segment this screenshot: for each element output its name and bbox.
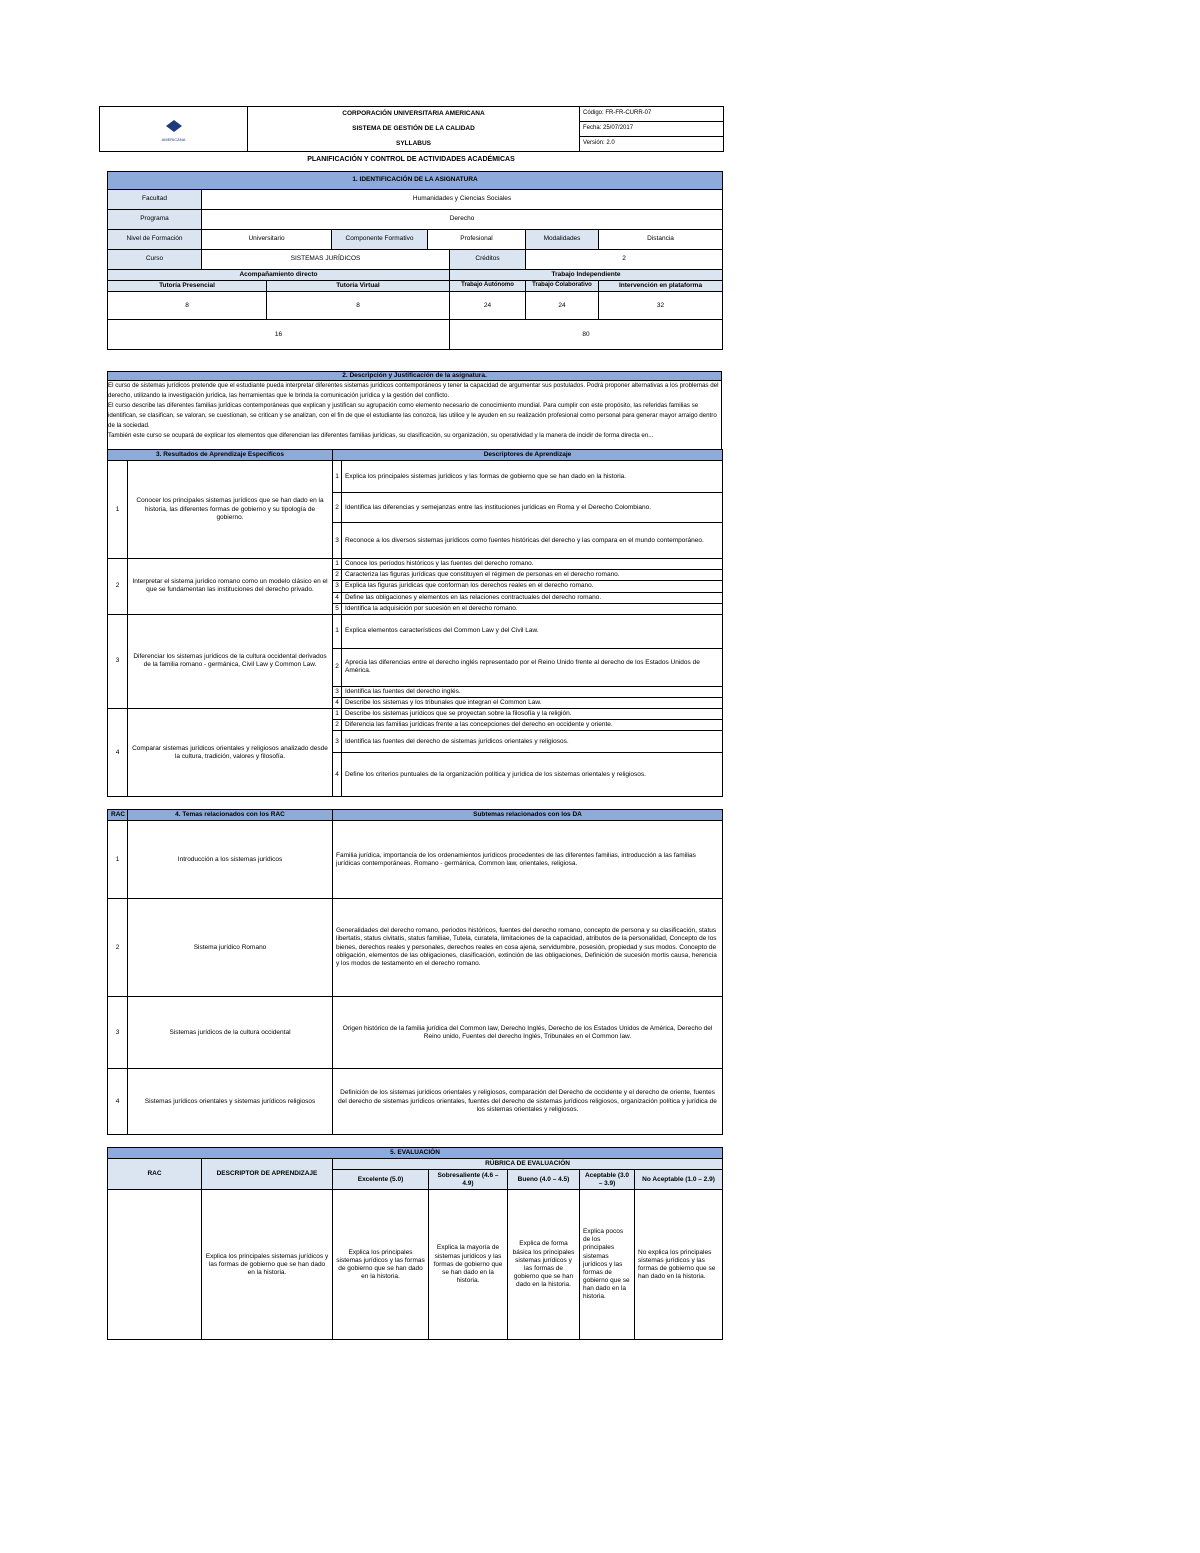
hours-header-5: Intervención en plataforma	[599, 281, 723, 292]
descriptor-item: Aprecia las diferencias entre el derecho inglés representado por el Reino Unido frente al derecho de los Estados Unidos de América.	[342, 648, 723, 686]
hours-header-1: Tutoría Presencial	[108, 281, 267, 292]
topic-name: Introducción a los sistemas jurídicos	[128, 821, 333, 899]
topic-name: Sistemas jurídicos orientales y sistemas jurídicos religiosos	[128, 1069, 333, 1135]
direct-label: Acompañamiento directo	[108, 270, 450, 281]
section-1-title: 1. IDENTIFICACIÓN DE LA ASIGNATURA	[108, 172, 723, 190]
hours-total-direct: 16	[108, 320, 450, 350]
rap-number: 4	[108, 709, 128, 797]
hours-header-4: Trabajo Colaborativo	[526, 281, 599, 292]
independent-label: Trabajo Independiente	[450, 270, 723, 281]
course-label: Curso	[108, 250, 202, 270]
descriptor-item: Describe los sistemas y los tribunales que integran el Common Law.	[342, 697, 723, 708]
modality-value: Distancia	[599, 230, 723, 250]
document-header	[99, 106, 724, 152]
component-value: Profesional	[428, 230, 526, 250]
eval-rac-cell	[108, 1190, 202, 1340]
section-3-title: 3. Resultados de Aprendizaje Específicos	[108, 450, 333, 461]
hours-value-4: 24	[526, 292, 599, 320]
identification-table	[107, 171, 723, 350]
modality-label: Modalidades	[526, 230, 599, 250]
topic-number: 3	[108, 997, 128, 1069]
descriptor-item: Caracteriza las figuras jurídicas que constituyen el régimen de personas en el derecho romano.	[342, 570, 723, 581]
page-subtitle: PLANIFICACIÓN Y CONTROL DE ACTIVIDADES ACADÉMICAS	[307, 156, 515, 163]
rap-number: 1	[108, 461, 128, 559]
subtopic-text: Origen histórico de la familia jurídica del Common law, Derecho Inglés, Derecho de los Estados Unidos de América, Derecho del Reino unido, Fuentes del derecho Inglés, Tribunales en el Common law.	[333, 997, 723, 1069]
subtopic-text: Definición de los sistemas jurídicos orientales y religiosos, comparación del Derecho de occidente y el derecho de oriente, fuentes del derecho de sistemas jurídicos orientales, fuentes del derecho de sistemas jurídicos religiosos, organización política y jurídica de los sistemas orientales y religiosos.	[333, 1069, 723, 1135]
program-label: Programa	[108, 210, 202, 230]
topic-number: 4	[108, 1069, 128, 1135]
subtopic-text: Familia jurídica, importancia de los ordenamientos jurídicos procedentes de las diferentes familias, introducción a las familias jurídicas contemporáneas. Romano - germánica, Common law, orientales, religiosa.	[333, 821, 723, 899]
hours-header-2: Tutoría Virtual	[267, 281, 450, 292]
descriptor-item: Identifica la adquisición por sucesión en el derecho romano.	[342, 603, 723, 614]
descriptor-item: Identifica las fuentes del derecho de sistemas jurídicos orientales y religiosos.	[342, 731, 723, 753]
americana-logo: AMERICANA	[154, 118, 194, 140]
section-5-title: 5. EVALUACIÓN	[108, 1148, 723, 1159]
rubric-header: RÚBRICA DE EVALUACIÓN	[333, 1159, 723, 1170]
rac-header: RAC	[108, 810, 128, 821]
level-bueno: Bueno (4.0 – 4.5)	[508, 1170, 580, 1190]
level-no-aceptable: No Aceptable (1.0 – 2.9)	[635, 1170, 723, 1190]
rap-text: Conocer los principales sistemas jurídicos que se han dado en la historia, las diferentes formas de gobierno y su tipología de gobierno.	[128, 461, 333, 559]
rap-text: Interpretar el sistema jurídico romano como un modelo clásico en el que se fundamentan las instituciones del derecho privado.	[128, 559, 333, 615]
eval-rac-header: RAC	[108, 1159, 202, 1190]
doc-type: SYLLABUS	[248, 137, 580, 152]
org-name: CORPORACIÓN UNIVERSITARIA AMERICANA	[248, 107, 580, 122]
section-2-title: 2. Descripción y Justificación de la asignatura.	[107, 371, 722, 381]
level-value: Universitario	[202, 230, 332, 250]
description-paragraph-1: El curso de sistemas jurídicos pretende que el estudiante pueda interpretar diferentes sistemas jurídicos contemporáneos y tener la capacidad de argumentar sus postulados. Podrá proponer alternativas a los problemas del derecho, utilizando la investigación jurídica, las herramientas que le brinda la comunicación jurídica y la gestión del conflicto.	[108, 382, 719, 399]
credits-value: 2	[526, 250, 723, 270]
descriptor-item: Explica elementos característicos del Common Law y del Civil Law.	[342, 614, 723, 648]
rubric-cell-sobresaliente: Explica la mayoría de sistemas jurídicos y las formas de gobierno que se han dado en la historia.	[429, 1190, 508, 1340]
section-4-title: 4. Temas relacionados con los RAC	[128, 810, 333, 821]
rubric-cell-bueno: Explica de forma básica los principales sistemas jurídicos y las formas de gobierno que se han dado en la historia.	[508, 1190, 580, 1340]
descriptors-title: Descriptores de Aprendizaje	[333, 450, 723, 461]
program-value: Derecho	[202, 210, 723, 230]
descriptor-item: Describe los sistemas jurídicos que se proyectan sobre la filosofía y la religión.	[342, 709, 723, 720]
descriptor-item: Define las obligaciones y elementos en las relaciones contractuales del derecho romano.	[342, 592, 723, 603]
topic-name: Sistema jurídico Romano	[128, 899, 333, 997]
hours-total-independent: 80	[450, 320, 723, 350]
hours-header-3: Trabajo Autónomo	[450, 281, 526, 292]
description-paragraph-3: También este curso se ocupará de explicar los elementos que diferencian las diferentes familias jurídicas, su clasificación, su organización, su operatividad y la manera de incidir de forma directa en...	[108, 432, 654, 439]
topic-number: 2	[108, 899, 128, 997]
descriptor-item: Diferencia las familias jurídicas frente a las concepciones del derecho en occidente y oriente.	[342, 720, 723, 731]
rap-text: Comparar sistemas jurídicos orientales y religiosos analizado desde la cultura, tradición, valores y filosofía.	[128, 709, 333, 797]
level-excelente: Excelente (5.0)	[333, 1170, 429, 1190]
hours-value-3: 24	[450, 292, 526, 320]
evaluation-table	[107, 1147, 723, 1340]
rubric-cell-no-aceptable: No explica los principales sistemas jurídicos y las formas de gobierno que se han dado en la historia.	[635, 1190, 723, 1340]
course-value: SISTEMAS JURÍDICOS	[202, 250, 450, 270]
hours-value-2: 8	[267, 292, 450, 320]
doc-code: Código: FR-FR-CURR-07	[580, 107, 724, 122]
topics-table	[107, 809, 723, 1135]
rap-number: 3	[108, 614, 128, 708]
hours-value-5: 32	[599, 292, 723, 320]
description-section	[107, 371, 722, 451]
subtopics-title: Subtemas relacionados con los DA	[333, 810, 723, 821]
eval-da-header: DESCRIPTOR DE APRENDIZAJE	[202, 1159, 333, 1190]
component-label: Componente Formativo	[332, 230, 428, 250]
descriptor-item: Reconoce a los diversos sistemas jurídicos como fuentes históricas del derecho y las compara en el mundo contemporáneo.	[342, 523, 723, 559]
rap-number: 2	[108, 559, 128, 615]
hours-value-1: 8	[108, 292, 267, 320]
descriptor-item: Conoce los períodos históricos y las fuentes del derecho romano.	[342, 559, 723, 570]
rap-text: Diferenciar los sistemas jurídicos de la cultura occidental derivados de la familia romano - germánica, Civil Law y Common Law.	[128, 614, 333, 708]
rubric-cell-excelente: Explica los principales sistemas jurídicos y las formas de gobierno que se han dado en la historia.	[333, 1190, 429, 1340]
level-aceptable: Aceptable (3.0 – 3.9)	[580, 1170, 635, 1190]
rubric-cell-aceptable: Explica pocos de los principales sistemas jurídicos y las formas de gobierno que se han dado en la historia.	[580, 1190, 635, 1340]
descriptor-item: Explica los principales sistemas jurídicos y las formas de gobierno que se han dado en la historia.	[342, 461, 723, 493]
learning-outcomes-table: 3. Resultados de Aprendizaje Específicos Descriptores de Aprendizaje 1 Conocer los principales sistemas jurídicos que se han dado en la historia, las diferentes formas de gobierno y su tipología de gobierno. 1 Explica los principales sistemas jurídicos y las formas de gobierno que se han dado en la historia. 2 Identifica las diferencias y semejanzas entre las instituciones jurídicas en Roma y el Derecho Colombiano. 3 Reconoce a los diversos sistemas jurídicos como fuentes históricas del derecho y las compara en el mundo contemporáneo. 2 Interpretar el sistema jurídico romano como un modelo clásico en el que se fundamentan las instituciones del derecho privado. 1 Conoce los períodos históricos y las fuentes del derecho romano. 2 Caracteriza las figuras jurídicas que constituyen el régimen de personas en el derecho romano. 3 Explica las figuras jurídicas que conforman los derechos reales en el derecho romano. 4 Define las obligaciones y elementos en las relaciones contractuales del derecho romano. 5 Identifica la adquisición por sucesión en el derecho romano. 3 Diferenciar los sistemas jurídicos de la cultura occidental derivados de la familia romano - germánica, Civil Law y Common Law. 1 Explica elementos característicos del Common Law y del Civil Law. 2 Aprecia las diferencias entre el derecho inglés representado por el Reino Unido frente al derecho de los Estados Unidos de América. 3 Identifica las fuentes del derecho inglés. 4 Describe los sistemas y los tribunales que integran el Common Law. 4 Comparar sistemas jurídicos orientales y religiosos analizado desde la cultura, tradición, valores y filosofía. 1 Describe los sistemas jurídicos que se proyectan sobre la filosofía y la religión. 2 Diferencia las familias jurídicas frente a las concepciones del derecho en occidente y oriente. 3 Identifica las fuentes del derecho de sistemas jurídicos orientales y religiosos. 4 Define los criterios puntuales de la organización política y jurídica de los sistemas orientales y religiosos.	[107, 449, 723, 797]
level-sobresaliente: Sobresaliente (4.6 – 4.9)	[429, 1170, 508, 1190]
system-name: SISTEMA DE GESTIÓN DE LA CALIDAD	[248, 122, 580, 137]
level-label: Nivel de Formación	[108, 230, 202, 250]
eval-da-cell: Explica los principales sistemas jurídicos y las formas de gobierno que se han dado en la historia.	[202, 1190, 333, 1340]
faculty-value: Humanidades y Ciencias Sociales	[202, 190, 723, 210]
logo-cell	[100, 107, 248, 152]
faculty-label: Facultad	[108, 190, 202, 210]
descriptor-item: Define los criterios puntuales de la organización política y jurídica de los sistemas orientales y religiosos.	[342, 753, 723, 797]
description-paragraph-2: El curso describe las diferentes familias jurídicas contemporáneas que explican y justifican su agrupación como elemento necesario de conocimiento mundial. Para cumplir con este propósito, las referidas familias se identifican, se clasifican, se valoran, se cuestionan, se critican y se analizan, con el fin de que el estudiante las conozca, las utilice y le ayuden en su realización profesional como personal para generar mayor arraigo dentro de la sociedad.	[108, 402, 717, 429]
descriptor-item: Explica las figuras jurídicas que conforman los derechos reales en el derecho romano.	[342, 581, 723, 592]
topic-name: Sistemas jurídicos de la cultura occidental	[128, 997, 333, 1069]
doc-date: Fecha: 25/07/2017	[580, 122, 724, 137]
subtopic-text: Generalidades del derecho romano, periodos históricos, fuentes del derecho romano, concepto de persona y su clasificación, status libertatis, status civitatis, status familiae, Tutela, curatela, limitaciones de la capacidad, atributos de la personalidad, Concepto de los bienes, derechos reales y personales, derechos reales en cosa ajena, servidumbre, posesión, propiedad y sus modos. Concepto de obligación, elementos de las obligaciones, clasificación, extinción de las obligaciones, Definición de sucesión mortis causa, herencia y los modos de testamento en el derecho romano.	[333, 899, 723, 997]
topic-number: 1	[108, 821, 128, 899]
descriptor-item: Identifica las fuentes del derecho inglés.	[342, 686, 723, 697]
credits-label: Créditos	[450, 250, 526, 270]
doc-version: Versión: 2.0	[580, 137, 724, 152]
descriptor-item: Identifica las diferencias y semejanzas entre las instituciones jurídicas en Roma y el Derecho Colombiano.	[342, 493, 723, 523]
